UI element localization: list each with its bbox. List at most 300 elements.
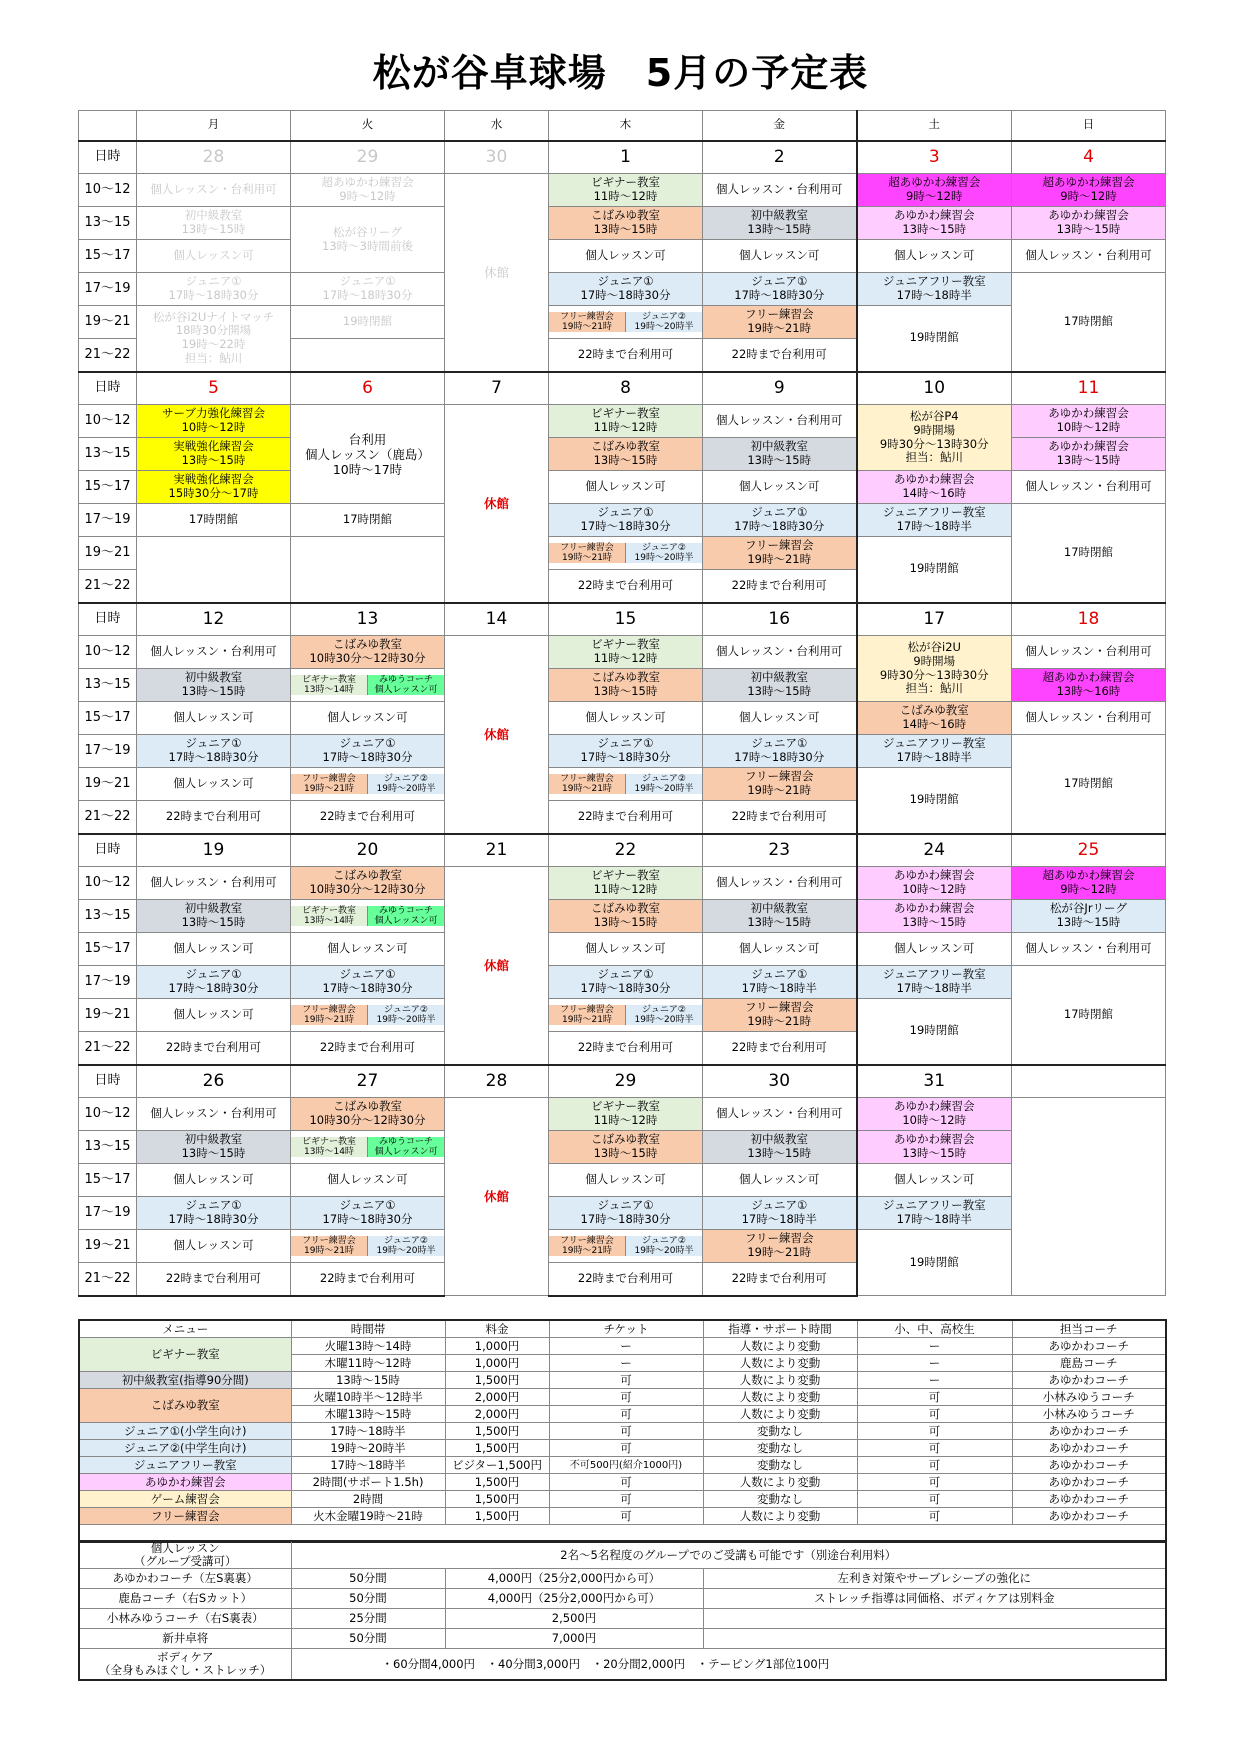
schedule-cell: 個人レッスン可 [291, 1164, 445, 1197]
schedule-cell: 個人レッスン可 [703, 702, 857, 735]
menu-cell: こばみゆ教室 [79, 1389, 291, 1423]
time-label: 10～12 [79, 174, 137, 207]
time-slot-row [79, 1197, 1166, 1230]
split-event: フリー練習会 19時～21時 [549, 774, 625, 795]
day-number: 7 [445, 372, 549, 405]
day-number: 9 [703, 372, 857, 405]
day-number: 26 [137, 1065, 291, 1098]
split-event: ビギナー教室 13時～14時 [291, 906, 367, 927]
schedule-cell: 個人レッスン可 [703, 471, 857, 504]
schedule-cell: フリー練習会 19時～21時 [703, 999, 857, 1032]
menu-cell: 1,500円 [445, 1508, 549, 1525]
schedule-cell: 初中級教室 13時～15時 [137, 900, 291, 933]
day-number: 31 [857, 1065, 1012, 1098]
schedule-cell: 個人レッスン可 [137, 1230, 291, 1263]
split-event: ビギナー教室 13時～14時 [291, 1137, 367, 1158]
schedule-cell: 17時閉館 [291, 504, 445, 537]
schedule-cell: 実戦強化練習会 15時30分～17時 [137, 471, 291, 504]
schedule-cell: 22時まで台利用可 [703, 339, 857, 372]
date-row-label: 日時 [79, 834, 137, 867]
date-row [79, 1065, 1166, 1098]
schedule-cell [291, 669, 445, 702]
lesson-title: 個人レッスン （グループ受講可） [79, 1541, 291, 1569]
schedule-cell: ジュニア① 17時～18時30分 [549, 966, 703, 999]
page-title: 松が谷卓球場 5月の予定表 [372, 51, 869, 95]
menu-cell: ー [857, 1355, 1012, 1372]
schedule-cell: ジュニア① 17時～18時30分 [291, 1197, 445, 1230]
schedule-cell: こばみゆ教室 10時30分～12時30分 [291, 867, 445, 900]
body-care-row [79, 1649, 1166, 1681]
split-event: ビギナー教室 13時～14時 [291, 675, 367, 696]
menu-cell: 可 [857, 1423, 1012, 1440]
schedule-cell: 松が谷リーグ 13時～3時間前後 [291, 207, 445, 273]
lesson-cell: 2,500円 [445, 1609, 703, 1629]
private-lesson-table [78, 1540, 1167, 1681]
schedule-cell: 個人レッスン・台利用可 [1012, 471, 1166, 504]
schedule-cell: ジュニアフリー教室 17時～18時半 [857, 504, 1012, 537]
schedule-cell: 17時閉館 [137, 504, 291, 537]
menu-cell: 人数により変動 [703, 1338, 857, 1355]
time-label: 19～21 [79, 537, 137, 570]
menu-header-cell: 担当コーチ [1012, 1320, 1166, 1338]
time-label: 21～22 [79, 570, 137, 603]
time-label: 13～15 [79, 438, 137, 471]
time-slot-row [79, 1131, 1166, 1164]
schedule-cell: 19時閉館 [857, 999, 1012, 1065]
schedule-cell: 個人レッスン・台利用可 [137, 867, 291, 900]
time-label: 15～17 [79, 702, 137, 735]
time-slot-row [79, 537, 1166, 570]
day-number: 4 [1012, 141, 1166, 174]
schedule-cell: あゆかわ練習会 10時～12時 [857, 1098, 1012, 1131]
empty-cell [1012, 1098, 1166, 1296]
menu-cell: あゆかわ練習会 [79, 1474, 291, 1491]
menu-cell: 人数により変動 [703, 1508, 857, 1525]
menu-cell: 人数により変動 [703, 1474, 857, 1491]
schedule-cell: ジュニア① 17時～18時30分 [137, 966, 291, 999]
menu-cell: 変動なし [703, 1457, 857, 1474]
menu-cell: 2,000円 [445, 1406, 549, 1423]
day-number: 25 [1012, 834, 1166, 867]
schedule-cell: ジュニア① 17時～18時30分 [703, 273, 857, 306]
schedule-cell: こばみゆ教室 13時～15時 [549, 900, 703, 933]
schedule-cell: 超あゆかわ練習会 9時～12時 [291, 174, 445, 207]
schedule-cell: ジュニア① 17時～18時30分 [291, 966, 445, 999]
time-label: 17～19 [79, 735, 137, 768]
date-row-label: 日時 [79, 372, 137, 405]
day-number: 15 [549, 603, 703, 636]
schedule-cell: ジュニアフリー教室 17時～18時半 [857, 735, 1012, 768]
schedule-cell: こばみゆ教室 13時～15時 [549, 669, 703, 702]
schedule-cell: 超あゆかわ練習会 9時～12時 [857, 174, 1012, 207]
split-event: みゆうコーチ 個人レッスン可 [367, 675, 444, 696]
schedule-cell: 19時閉館 [857, 306, 1012, 372]
day-number: 30 [445, 141, 549, 174]
time-label: 13～15 [79, 669, 137, 702]
split-event: フリー練習会 19時～21時 [549, 543, 625, 564]
time-slot-row [79, 240, 1166, 273]
date-row [79, 372, 1166, 405]
time-label: 17～19 [79, 273, 137, 306]
menu-cell: 火曜10時半～12時半 [291, 1389, 445, 1406]
schedule-cell: あゆかわ練習会 14時～16時 [857, 471, 1012, 504]
time-slot-row [79, 867, 1166, 900]
schedule-cell: こばみゆ教室 10時30分～12時30分 [291, 1098, 445, 1131]
schedule-cell: 個人レッスン可 [703, 1164, 857, 1197]
split-event: みゆうコーチ 個人レッスン可 [367, 906, 444, 927]
schedule-cell: フリー練習会 19時～21時 [703, 537, 857, 570]
menu-cell: 17時～18時半 [291, 1423, 445, 1440]
menu-cell: 可 [857, 1474, 1012, 1491]
schedule-cell: 個人レッスン可 [549, 702, 703, 735]
time-label: 21～22 [79, 339, 137, 372]
schedule-cell: 22時まで台利用可 [291, 1263, 445, 1296]
menu-cell: 1,500円 [445, 1474, 549, 1491]
menu-header-cell: チケット [549, 1320, 703, 1338]
day-number: 2 [703, 141, 857, 174]
schedule-cell [291, 999, 445, 1032]
schedule-cell: ジュニア① 17時～18時30分 [291, 735, 445, 768]
menu-cell: 人数により変動 [703, 1372, 857, 1389]
day-number: 16 [703, 603, 857, 636]
closed-day: 休館 [445, 405, 549, 603]
schedule-cell [549, 537, 703, 570]
schedule-cell: 初中級教室 13時～15時 [703, 900, 857, 933]
split-event: フリー練習会 19時～21時 [549, 312, 625, 333]
menu-cell: 2時間(サポート1.5h) [291, 1474, 445, 1491]
body-care-title: ボディケア （全身もみほぐし・ストレッチ） [79, 1649, 291, 1681]
lesson-row [79, 1629, 1166, 1649]
time-slot-row [79, 768, 1166, 801]
time-label: 21～22 [79, 801, 137, 834]
schedule-cell: ジュニア① 17時～18時半 [703, 966, 857, 999]
lesson-cell: 左利き対策やサーブレシーブの強化に [703, 1569, 1166, 1589]
weekday-label: 火 [291, 111, 445, 141]
schedule-cell: 19時閉館 [857, 537, 1012, 603]
lesson-cell: あゆかわコーチ（左S裏裏） [79, 1569, 291, 1589]
body-care-prices: ・60分間4,000円 ・40分間3,000円 ・20分間2,000円 ・テーピング1部位100円 [291, 1649, 1166, 1681]
schedule-cell: 22時まで台利用可 [291, 1032, 445, 1065]
schedule-cell [549, 999, 703, 1032]
date-row [79, 141, 1166, 174]
schedule-cell: サーブ力強化練習会 10時～12時 [137, 405, 291, 438]
menu-cell: ゲーム練習会 [79, 1491, 291, 1508]
menu-row [79, 1491, 1166, 1508]
time-label: 10～12 [79, 867, 137, 900]
menu-cell: あゆかわコーチ [1012, 1440, 1166, 1457]
time-slot-row [79, 405, 1166, 438]
schedule-cell [291, 768, 445, 801]
schedule-cell: あゆかわ練習会 13時～15時 [1012, 207, 1166, 240]
schedule-cell: こばみゆ教室 13時～15時 [549, 1131, 703, 1164]
time-label: 21～22 [79, 1032, 137, 1065]
menu-row [79, 1372, 1166, 1389]
schedule-cell: 個人レッスン・台利用可 [703, 636, 857, 669]
menu-cell: 鹿島コーチ [1012, 1355, 1166, 1372]
closed-day: 休館 [445, 867, 549, 1065]
time-label: 19～21 [79, 306, 137, 339]
lesson-cell: 25分間 [291, 1609, 445, 1629]
menu-table [78, 1319, 1167, 1543]
menu-cell: ジュニア②(中学生向け) [79, 1440, 291, 1457]
schedule-cell: 22時まで台利用可 [291, 801, 445, 834]
schedule-cell: 個人レッスン可 [549, 471, 703, 504]
schedule-cell: 個人レッスン・台利用可 [137, 1098, 291, 1131]
schedule-cell [291, 1131, 445, 1164]
schedule-cell: ビギナー教室 11時～12時 [549, 1098, 703, 1131]
schedule-cell [291, 339, 445, 372]
day-number: 10 [857, 372, 1012, 405]
menu-row [79, 1474, 1166, 1491]
schedule-cell: 超あゆかわ練習会 9時～12時 [1012, 867, 1166, 900]
split-event: ジュニア② 19時～20時半 [625, 1236, 702, 1257]
menu-cell: 木曜13時～15時 [291, 1406, 445, 1423]
split-event: ジュニア② 19時～20時半 [367, 1236, 444, 1257]
menu-cell: 可 [549, 1372, 703, 1389]
schedule-cell: 実戦強化練習会 13時～15時 [137, 438, 291, 471]
schedule-cell: フリー練習会 19時～21時 [703, 768, 857, 801]
split-event: ジュニア② 19時～20時半 [625, 774, 702, 795]
schedule-cell: 個人レッスン可 [857, 1164, 1012, 1197]
schedule-cell: 個人レッスン・台利用可 [1012, 933, 1166, 966]
day-number: 12 [137, 603, 291, 636]
schedule-cell: 個人レッスン可 [137, 933, 291, 966]
schedule-calendar [78, 110, 1166, 1297]
menu-header-row [79, 1320, 1166, 1338]
lesson-row [79, 1589, 1166, 1609]
time-label: 10～12 [79, 405, 137, 438]
schedule-cell: 個人レッスン可 [137, 768, 291, 801]
day-number: 6 [291, 372, 445, 405]
empty-cell [137, 537, 291, 603]
time-label: 15～17 [79, 240, 137, 273]
schedule-cell: 初中級教室 13時～15時 [137, 669, 291, 702]
time-label: 10～12 [79, 636, 137, 669]
time-label: 17～19 [79, 1197, 137, 1230]
schedule-cell: ジュニア① 17時～18時30分 [549, 273, 703, 306]
menu-cell: 可 [857, 1406, 1012, 1423]
menu-cell: 可 [549, 1491, 703, 1508]
schedule-cell: 22時まで台利用可 [549, 1263, 703, 1296]
date-row-label: 日時 [79, 603, 137, 636]
schedule-cell: 個人レッスン・台利用可 [1012, 240, 1166, 273]
schedule-cell: 17時閉館 [1012, 273, 1166, 372]
lesson-row [79, 1569, 1166, 1589]
time-slot-row [79, 1164, 1166, 1197]
time-label: 13～15 [79, 1131, 137, 1164]
time-slot-row [79, 933, 1166, 966]
split-event: フリー練習会 19時～21時 [549, 1236, 625, 1257]
menu-header-cell: 時間帯 [291, 1320, 445, 1338]
day-number: 24 [857, 834, 1012, 867]
menu-cell: 変動なし [703, 1491, 857, 1508]
menu-cell: 変動なし [703, 1440, 857, 1457]
day-number: 30 [703, 1065, 857, 1098]
schedule-cell [291, 900, 445, 933]
lesson-row [79, 1609, 1166, 1629]
schedule-cell [549, 306, 703, 339]
day-number: 18 [1012, 603, 1166, 636]
schedule-cell: 22時まで台利用可 [137, 1263, 291, 1296]
schedule-cell: ジュニア① 17時～18時30分 [137, 735, 291, 768]
menu-cell: 小林みゆうコーチ [1012, 1406, 1166, 1423]
menu-cell: 可 [549, 1389, 703, 1406]
day-number: 1 [549, 141, 703, 174]
time-label: 13～15 [79, 207, 137, 240]
schedule-cell: 台利用 個人レッスン（鹿島） 10時～17時 [291, 405, 445, 504]
menu-row [79, 1440, 1166, 1457]
schedule-cell: 17時閉館 [1012, 504, 1166, 603]
menu-row [79, 1423, 1166, 1440]
schedule-cell: 初中級教室 13時～15時 [137, 207, 291, 240]
weekday-label: 土 [857, 111, 1012, 141]
schedule-cell: 個人レッスン・台利用可 [137, 636, 291, 669]
schedule-cell: 個人レッスン可 [137, 240, 291, 273]
time-label: 21～22 [79, 1263, 137, 1296]
closed-day: 休館 [445, 636, 549, 834]
schedule-cell: 松が谷P4 9時開場 9時30分～13時30分 担当：鮎川 [857, 405, 1012, 471]
time-slot-row [79, 504, 1166, 537]
menu-cell: 人数により変動 [703, 1355, 857, 1372]
schedule-cell: ジュニアフリー教室 17時～18時半 [857, 966, 1012, 999]
menu-cell: 可 [549, 1440, 703, 1457]
lesson-cell: 小林みゆうコーチ（右S裏表） [79, 1609, 291, 1629]
time-label: 10～12 [79, 1098, 137, 1131]
schedule-cell: 初中級教室 13時～15時 [703, 207, 857, 240]
corner-cell [79, 111, 137, 141]
menu-cell: ー [857, 1338, 1012, 1355]
time-slot-row [79, 735, 1166, 768]
day-number: 3 [857, 141, 1012, 174]
time-label: 19～21 [79, 999, 137, 1032]
day-number: 14 [445, 603, 549, 636]
schedule-cell: 個人レッスン可 [549, 240, 703, 273]
schedule-cell: ジュニアフリー教室 17時～18時半 [857, 1197, 1012, 1230]
schedule-cell: 個人レッスン可 [857, 240, 1012, 273]
day-number [1012, 1065, 1166, 1098]
schedule-cell: あゆかわ練習会 10時～12時 [1012, 405, 1166, 438]
menu-cell: 13時～15時 [291, 1372, 445, 1389]
split-event: フリー練習会 19時～21時 [549, 1005, 625, 1026]
schedule-cell: 22時まで台利用可 [137, 1032, 291, 1065]
schedule-cell [549, 1230, 703, 1263]
day-number: 20 [291, 834, 445, 867]
schedule-cell: 初中級教室 13時～15時 [137, 1131, 291, 1164]
schedule-cell: 初中級教室 13時～15時 [703, 438, 857, 471]
menu-cell: 火木金曜19時～21時 [291, 1508, 445, 1525]
menu-cell: 可 [857, 1508, 1012, 1525]
schedule-cell: 初中級教室 13時～15時 [703, 1131, 857, 1164]
lesson-cell: 4,000円（25分2,000円から可） [445, 1569, 703, 1589]
menu-cell: 変動なし [703, 1423, 857, 1440]
time-slot-row [79, 273, 1166, 306]
day-number: 27 [291, 1065, 445, 1098]
schedule-cell: フリー練習会 19時～21時 [703, 1230, 857, 1263]
menu-cell: 1,500円 [445, 1372, 549, 1389]
schedule-cell: 個人レッスン・台利用可 [703, 405, 857, 438]
schedule-cell: 22時まで台利用可 [703, 1032, 857, 1065]
menu-cell: 可 [857, 1457, 1012, 1474]
schedule-cell [549, 768, 703, 801]
schedule-cell: あゆかわ練習会 13時～15時 [857, 900, 1012, 933]
schedule-cell: こばみゆ教室 14時～16時 [857, 702, 1012, 735]
time-slot-row [79, 207, 1166, 240]
schedule-cell: ジュニア① 17時～18時30分 [137, 1197, 291, 1230]
lesson-cell: 新井卓将 [79, 1629, 291, 1649]
menu-cell: あゆかわコーチ [1012, 1491, 1166, 1508]
menu-cell: あゆかわコーチ [1012, 1372, 1166, 1389]
schedule-cell: 個人レッスン可 [291, 702, 445, 735]
schedule-cell: 22時まで台利用可 [137, 801, 291, 834]
empty-cell [291, 537, 445, 603]
schedule-cell: 松が谷i2Uナイトマッチ 18時30分開場 19時～22時 担当：鮎川 [137, 306, 291, 372]
menu-row [79, 1508, 1166, 1525]
schedule-cell: 個人レッスン・台利用可 [1012, 636, 1166, 669]
day-number: 17 [857, 603, 1012, 636]
schedule-cell: 22時まで台利用可 [549, 339, 703, 372]
schedule-cell: あゆかわ練習会 10時～12時 [857, 867, 1012, 900]
menu-cell: 可 [857, 1440, 1012, 1457]
menu-cell: あゆかわコーチ [1012, 1508, 1166, 1525]
schedule-cell: 22時まで台利用可 [703, 570, 857, 603]
schedule-cell: 17時閉館 [1012, 966, 1166, 1065]
schedule-cell: ビギナー教室 11時～12時 [549, 174, 703, 207]
split-event: フリー練習会 19時～21時 [291, 774, 367, 795]
weekday-label: 月 [137, 111, 291, 141]
menu-cell: 可 [549, 1474, 703, 1491]
time-slot-row [79, 1230, 1166, 1263]
schedule-cell: 個人レッスン・台利用可 [703, 867, 857, 900]
time-slot-row [79, 702, 1166, 735]
menu-cell: 人数により変動 [703, 1406, 857, 1423]
time-label: 13～15 [79, 900, 137, 933]
schedule-cell: 個人レッスン可 [549, 933, 703, 966]
day-number: 8 [549, 372, 703, 405]
split-event: ジュニア② 19時～20時半 [367, 774, 444, 795]
lesson-note: 2名～5名程度のグループでのご受講も可能です（別途台利用料） [291, 1541, 1166, 1569]
split-event: ジュニア② 19時～20時半 [367, 1005, 444, 1026]
schedule-cell: 個人レッスン可 [703, 240, 857, 273]
lesson-cell: 50分間 [291, 1589, 445, 1609]
schedule-cell: 松が谷Jrリーグ 13時～15時 [1012, 900, 1166, 933]
lesson-cell: 4,000円（25分2,000円から可） [445, 1589, 703, 1609]
schedule-cell: 22時まで台利用可 [549, 801, 703, 834]
menu-header-cell: メニュー [79, 1320, 291, 1338]
schedule-cell: ジュニア① 17時～18時30分 [549, 1197, 703, 1230]
menu-cell: あゆかわコーチ [1012, 1423, 1166, 1440]
schedule-cell: 19時閉館 [857, 1230, 1012, 1296]
time-slot-row [79, 900, 1166, 933]
menu-cell: あゆかわコーチ [1012, 1338, 1166, 1355]
day-number: 28 [445, 1065, 549, 1098]
time-label: 19～21 [79, 768, 137, 801]
schedule-cell: 22時まで台利用可 [549, 1032, 703, 1065]
menu-cell: 1,500円 [445, 1440, 549, 1457]
time-label: 17～19 [79, 966, 137, 999]
time-label: 19～21 [79, 1230, 137, 1263]
time-slot-row [79, 966, 1166, 999]
menu-row [79, 1389, 1166, 1406]
split-event: フリー練習会 19時～21時 [291, 1236, 367, 1257]
menu-row [79, 1338, 1166, 1355]
closed-day: 休館 [445, 174, 549, 372]
day-number: 11 [1012, 372, 1166, 405]
split-event: ジュニア② 19時～20時半 [625, 312, 702, 333]
menu-cell: 1,500円 [445, 1491, 549, 1508]
schedule-cell: 個人レッスン・台利用可 [1012, 702, 1166, 735]
schedule-cell: あゆかわ練習会 13時～15時 [1012, 438, 1166, 471]
schedule-cell: あゆかわ練習会 13時～15時 [857, 207, 1012, 240]
